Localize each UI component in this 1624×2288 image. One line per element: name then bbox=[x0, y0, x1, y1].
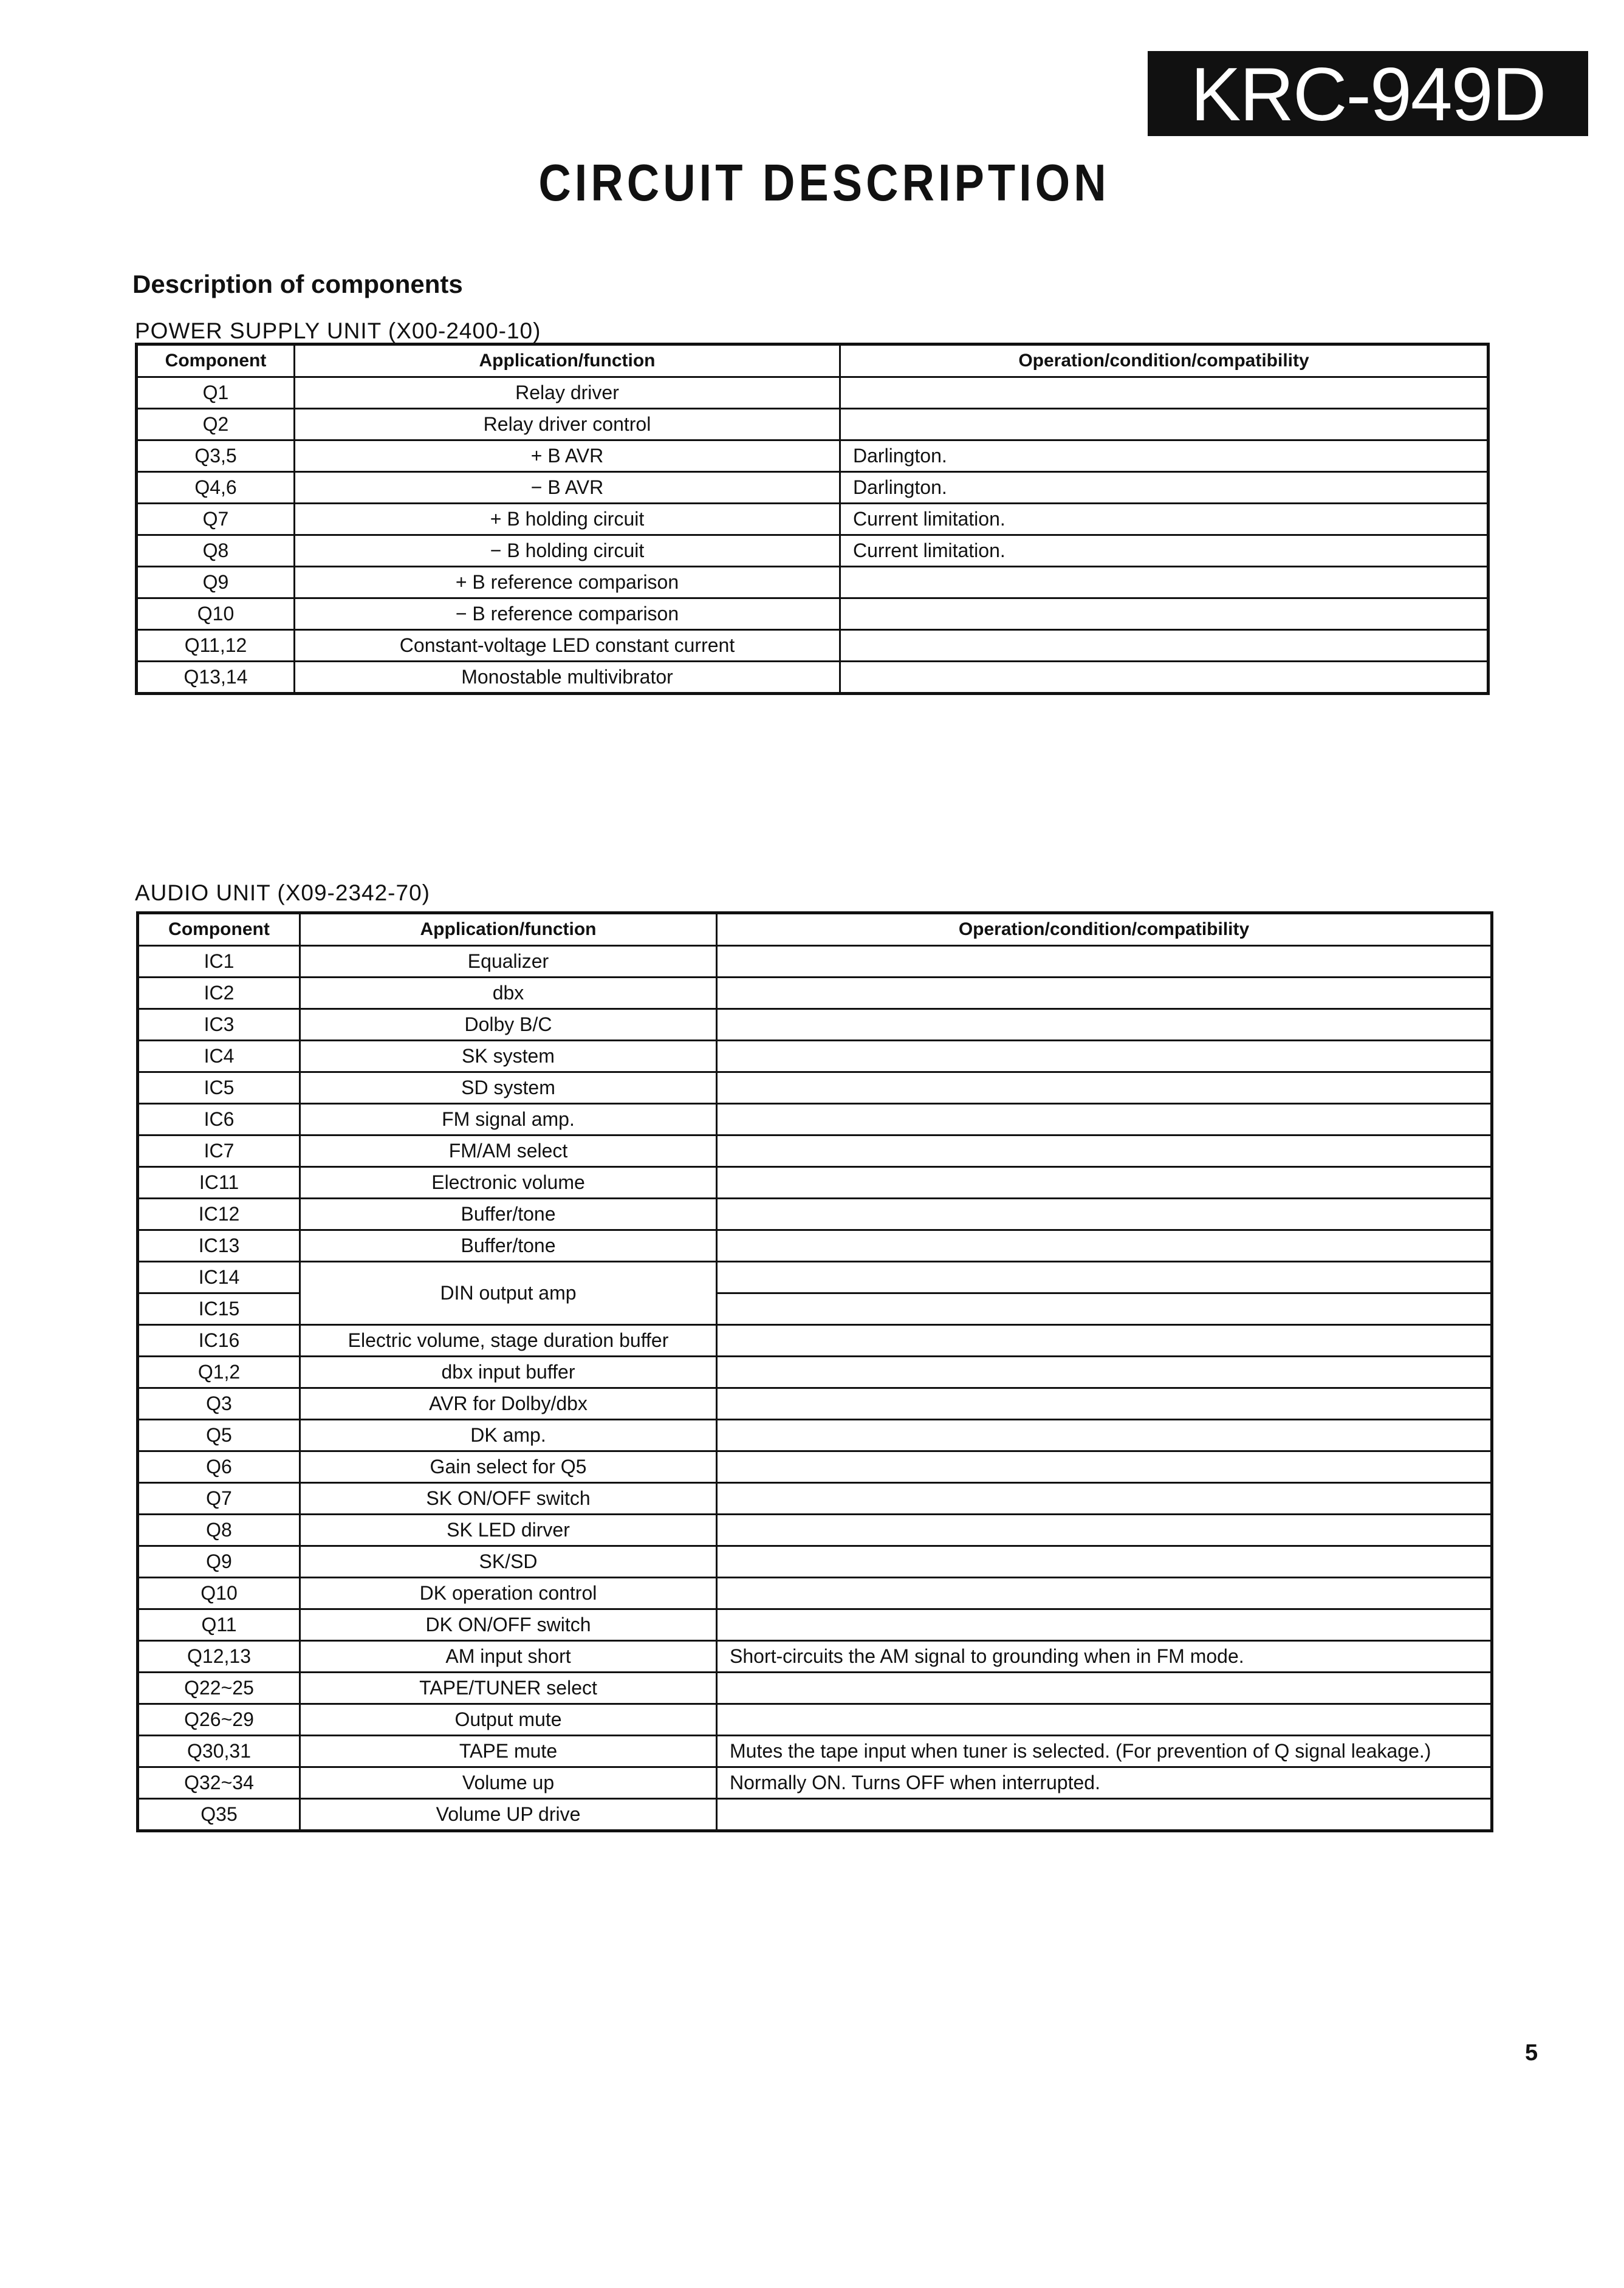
cell-application: Equalizer bbox=[300, 946, 717, 978]
cell-component: Q6 bbox=[138, 1451, 300, 1483]
table-row bbox=[138, 1641, 1492, 1673]
table-row bbox=[138, 1167, 1492, 1199]
table-row bbox=[138, 1483, 1492, 1515]
cell-component: IC4 bbox=[138, 1041, 300, 1072]
cell-application: TAPE/TUNER select bbox=[300, 1673, 717, 1704]
cell-operation bbox=[717, 1167, 1492, 1199]
cell-component: Q11 bbox=[138, 1609, 300, 1641]
column-header-operation: Operation/condition/compatibility bbox=[717, 913, 1492, 946]
table-row bbox=[138, 946, 1492, 978]
table-row bbox=[138, 1388, 1492, 1420]
cell-application: + B reference comparison bbox=[295, 567, 840, 598]
table-row bbox=[138, 1041, 1492, 1072]
column-header-component: Component bbox=[137, 344, 295, 377]
cell-operation bbox=[717, 946, 1492, 978]
cell-component: Q4,6 bbox=[137, 472, 295, 504]
cell-operation bbox=[717, 1673, 1492, 1704]
cell-application: AM input short bbox=[300, 1641, 717, 1673]
table-row bbox=[138, 1230, 1492, 1262]
cell-application: DIN output amp bbox=[300, 1262, 717, 1325]
table-row bbox=[138, 1199, 1492, 1230]
cell-operation bbox=[717, 1451, 1492, 1483]
cell-application: Relay driver bbox=[295, 377, 840, 409]
table-row bbox=[138, 1673, 1492, 1704]
cell-component: IC16 bbox=[138, 1325, 300, 1357]
cell-operation: Mutes the tape input when tuner is selected. (For prevention of Q signal leakage.) bbox=[717, 1736, 1492, 1767]
cell-operation bbox=[840, 377, 1489, 409]
cell-component: IC5 bbox=[138, 1072, 300, 1104]
cell-application: Constant-voltage LED constant current bbox=[295, 630, 840, 662]
table-header-row bbox=[137, 344, 1489, 377]
cell-operation bbox=[717, 1262, 1492, 1293]
cell-operation: Short-circuits the AM signal to grounding when in FM mode. bbox=[717, 1641, 1492, 1673]
table-row bbox=[138, 1009, 1492, 1041]
cell-component: Q2 bbox=[137, 409, 295, 440]
table-row bbox=[138, 1325, 1492, 1357]
cell-operation bbox=[717, 1546, 1492, 1578]
cell-application: TAPE mute bbox=[300, 1736, 717, 1767]
cell-application: Buffer/tone bbox=[300, 1230, 717, 1262]
cell-component: Q3 bbox=[138, 1388, 300, 1420]
cell-component: IC14 bbox=[138, 1262, 300, 1293]
table-row bbox=[138, 1767, 1492, 1799]
cell-component: Q10 bbox=[137, 598, 295, 630]
cell-component: Q9 bbox=[137, 567, 295, 598]
cell-application: Volume up bbox=[300, 1767, 717, 1799]
cell-application: − B holding circuit bbox=[295, 535, 840, 567]
cell-operation bbox=[840, 662, 1489, 694]
column-header-operation: Operation/condition/compatibility bbox=[840, 344, 1489, 377]
table-row bbox=[138, 1515, 1492, 1546]
table-row bbox=[138, 1262, 1492, 1293]
column-header-application: Application/function bbox=[300, 913, 717, 946]
cell-application: Buffer/tone bbox=[300, 1199, 717, 1230]
cell-application: + B AVR bbox=[295, 440, 840, 472]
table-row bbox=[137, 662, 1489, 694]
page-number: 5 bbox=[1525, 2040, 1538, 2066]
cell-component: Q7 bbox=[137, 504, 295, 535]
cell-operation bbox=[840, 630, 1489, 662]
cell-component: Q5 bbox=[138, 1420, 300, 1451]
table-row bbox=[138, 1799, 1492, 1831]
cell-operation bbox=[717, 1199, 1492, 1230]
cell-component: Q30,31 bbox=[138, 1736, 300, 1767]
audio-unit-heading: AUDIO UNIT (X09-2342-70) bbox=[135, 880, 430, 905]
power-supply-heading: POWER SUPPLY UNIT (X00-2400-10) bbox=[135, 318, 541, 343]
cell-operation bbox=[717, 1230, 1492, 1262]
table-header-row bbox=[138, 913, 1492, 946]
table-row bbox=[138, 1072, 1492, 1104]
cell-component: Q3,5 bbox=[137, 440, 295, 472]
cell-component: IC1 bbox=[138, 946, 300, 978]
cell-application: Electronic volume bbox=[300, 1167, 717, 1199]
model-number: KRC-949D bbox=[1190, 53, 1546, 137]
cell-application: SK/SD bbox=[300, 1546, 717, 1578]
cell-component: IC6 bbox=[138, 1104, 300, 1135]
cell-operation bbox=[717, 1325, 1492, 1357]
cell-application: − B reference comparison bbox=[295, 598, 840, 630]
cell-component: IC2 bbox=[138, 978, 300, 1009]
cell-application: Gain select for Q5 bbox=[300, 1451, 717, 1483]
table-row bbox=[138, 1578, 1492, 1609]
cell-component: Q10 bbox=[138, 1578, 300, 1609]
cell-application: Volume UP drive bbox=[300, 1799, 717, 1831]
table-row bbox=[137, 409, 1489, 440]
cell-operation bbox=[717, 1009, 1492, 1041]
table-row bbox=[138, 1704, 1492, 1736]
power-supply-table bbox=[135, 343, 1490, 695]
cell-component: IC7 bbox=[138, 1135, 300, 1167]
cell-application: dbx bbox=[300, 978, 717, 1009]
model-badge bbox=[1148, 51, 1588, 136]
table-row bbox=[137, 504, 1489, 535]
cell-component: Q1,2 bbox=[138, 1357, 300, 1388]
table-row bbox=[138, 978, 1492, 1009]
cell-operation bbox=[717, 1357, 1492, 1388]
cell-application: AVR for Dolby/dbx bbox=[300, 1388, 717, 1420]
cell-component: IC15 bbox=[138, 1293, 300, 1325]
cell-component: Q26~29 bbox=[138, 1704, 300, 1736]
cell-operation bbox=[717, 1609, 1492, 1641]
cell-application: Electric volume, stage duration buffer bbox=[300, 1325, 717, 1357]
cell-application: − B AVR bbox=[295, 472, 840, 504]
cell-component: Q9 bbox=[138, 1546, 300, 1578]
cell-application: SK ON/OFF switch bbox=[300, 1483, 717, 1515]
cell-component: Q35 bbox=[138, 1799, 300, 1831]
table-row bbox=[137, 535, 1489, 567]
cell-application: FM/AM select bbox=[300, 1135, 717, 1167]
cell-application: Output mute bbox=[300, 1704, 717, 1736]
table-row bbox=[137, 598, 1489, 630]
table-row bbox=[137, 472, 1489, 504]
cell-operation bbox=[717, 1388, 1492, 1420]
cell-operation: Darlington. bbox=[840, 440, 1489, 472]
cell-operation bbox=[840, 567, 1489, 598]
cell-component: IC11 bbox=[138, 1167, 300, 1199]
cell-operation bbox=[717, 1135, 1492, 1167]
cell-operation: Normally ON. Turns OFF when interrupted. bbox=[717, 1767, 1492, 1799]
column-header-component: Component bbox=[138, 913, 300, 946]
cell-component: IC13 bbox=[138, 1230, 300, 1262]
cell-component: Q8 bbox=[137, 535, 295, 567]
cell-operation bbox=[840, 598, 1489, 630]
cell-operation bbox=[717, 1104, 1492, 1135]
cell-operation bbox=[717, 978, 1492, 1009]
table-row bbox=[138, 1736, 1492, 1767]
cell-operation bbox=[717, 1799, 1492, 1831]
section-heading: Description of components bbox=[132, 270, 463, 298]
cell-application: Monostable multivibrator bbox=[295, 662, 840, 694]
cell-component: IC12 bbox=[138, 1199, 300, 1230]
cell-application: Dolby B/C bbox=[300, 1009, 717, 1041]
table-row bbox=[137, 377, 1489, 409]
cell-application: FM signal amp. bbox=[300, 1104, 717, 1135]
cell-component: Q1 bbox=[137, 377, 295, 409]
cell-component: Q32~34 bbox=[138, 1767, 300, 1799]
table-row bbox=[137, 630, 1489, 662]
cell-operation: Darlington. bbox=[840, 472, 1489, 504]
cell-application: DK operation control bbox=[300, 1578, 717, 1609]
cell-component: Q12,13 bbox=[138, 1641, 300, 1673]
cell-application: dbx input buffer bbox=[300, 1357, 717, 1388]
cell-component: Q8 bbox=[138, 1515, 300, 1546]
table-row bbox=[138, 1104, 1492, 1135]
cell-application: + B holding circuit bbox=[295, 504, 840, 535]
cell-operation: Current limitation. bbox=[840, 504, 1489, 535]
table-row bbox=[137, 440, 1489, 472]
cell-component: Q11,12 bbox=[137, 630, 295, 662]
table-row bbox=[138, 1420, 1492, 1451]
cell-operation bbox=[840, 409, 1489, 440]
cell-operation bbox=[717, 1578, 1492, 1609]
cell-application: DK ON/OFF switch bbox=[300, 1609, 717, 1641]
cell-application: SK system bbox=[300, 1041, 717, 1072]
table-row bbox=[138, 1609, 1492, 1641]
cell-application: SK LED dirver bbox=[300, 1515, 717, 1546]
cell-component: Q22~25 bbox=[138, 1673, 300, 1704]
cell-operation: Current limitation. bbox=[840, 535, 1489, 567]
cell-application: DK amp. bbox=[300, 1420, 717, 1451]
cell-operation bbox=[717, 1072, 1492, 1104]
cell-application: Relay driver control bbox=[295, 409, 840, 440]
cell-application: SD system bbox=[300, 1072, 717, 1104]
cell-operation bbox=[717, 1041, 1492, 1072]
column-header-application: Application/function bbox=[295, 344, 840, 377]
cell-operation bbox=[717, 1420, 1492, 1451]
table-row bbox=[138, 1357, 1492, 1388]
cell-operation bbox=[717, 1515, 1492, 1546]
table-row bbox=[138, 1451, 1492, 1483]
cell-component: Q7 bbox=[138, 1483, 300, 1515]
audio-unit-table bbox=[136, 911, 1493, 1832]
table-row bbox=[137, 567, 1489, 598]
cell-component: Q13,14 bbox=[137, 662, 295, 694]
page-title: CIRCUIT DESCRIPTION bbox=[538, 154, 1110, 212]
cell-operation bbox=[717, 1704, 1492, 1736]
table-row bbox=[138, 1546, 1492, 1578]
cell-component: IC3 bbox=[138, 1009, 300, 1041]
cell-operation bbox=[717, 1293, 1492, 1325]
cell-operation bbox=[717, 1483, 1492, 1515]
table-row bbox=[138, 1135, 1492, 1167]
